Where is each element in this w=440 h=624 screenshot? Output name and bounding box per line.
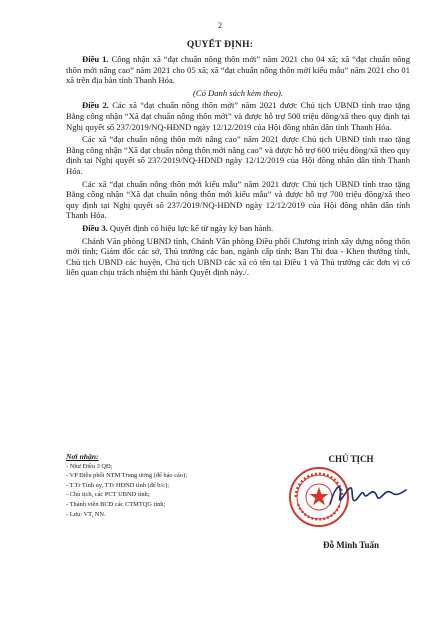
recipient-item: - Thành viên BCĐ các CTMTQG tỉnh; (66, 500, 166, 508)
recipients-block (66, 452, 276, 519)
article-1-text: Công nhận xã “đạt chuẩn nông thôn mới” năm 2021 cho 04 xã; xã “đạt chuẩn nông thôn mới nâng cao” năm 2021 cho 05 xã; xã “đạt chuẩn nông thôn mới kiểu mẫu” năm 2021 cho 01 xã trên địa bàn tỉnh Thanh Hóa. (66, 54, 411, 86)
recipient-item: - Như Điều 3 QĐ; (66, 462, 113, 470)
recipient-item: - VP Điều phối NTM Trung ương (để báo cáo); (66, 472, 187, 480)
article-3 (66, 223, 410, 234)
article-3-text: Quyết định có hiệu lực kể từ ngày ký ban hành. (107, 222, 274, 233)
handwritten-signature (328, 478, 408, 514)
recipient-item: - Chủ tịch, các PCT UBND tỉnh; (66, 491, 150, 499)
signer-name: Đỗ Minh Tuấn (322, 540, 380, 550)
article-3-label: Điều 3. (82, 222, 108, 233)
decision-heading: QUYẾT ĐỊNH: (186, 40, 254, 50)
document-body (66, 54, 410, 280)
article-2-text: Các xã “đạt chuẩn nông thôn mới” năm 2021 được Chủ tịch UBND tỉnh trao tặng Bằng công nhận “Xã đạt chuẩn nông thôn mới” và được hỗ trợ 500 triệu đồng/xã theo quy định tại Nghị quyết số 237/2019/NQ-HĐND ngày 12/12/2019 của Hội đồng nhân dân tỉnh Thanh Hóa. (66, 100, 410, 132)
recipient-item: - Lưu: VT, NN. (66, 510, 106, 518)
attachment-note: (Có Danh sách kèm theo). (193, 87, 283, 98)
article-2-advanced: Các xã “đạt chuẩn nông thôn mới nâng cao” năm 2021 được Chủ tịch UBND tỉnh trao tặng Bằng công nhận “Xã đạt chuẩn nông thôn mới nâng cao” và được hỗ trợ 600 triệu đồng/xã theo quy định tại Nghị quyết số 237/2019/NQ-HĐND ngày 12/12/2019 của Hội đồng nhân dân tỉnh Thanh Hóa. (66, 134, 410, 176)
article-2 (66, 100, 410, 132)
recipient-item: - T.Tr Tỉnh ủy, TTr HĐND tỉnh (để b/c); (66, 481, 170, 489)
article-2-label: Điều 2. (82, 100, 109, 111)
article-1-label: Điều 1. (82, 54, 109, 64)
signer-title: CHỦ TỊCH (328, 454, 374, 464)
page-number: 2 (217, 20, 223, 30)
recipients-heading: Nơi nhận: (66, 452, 99, 461)
article-1 (66, 54, 410, 86)
article-2-model: Các xã “đạt chuẩn nông thôn mới kiểu mẫu” năm 2021 được Chủ tịch UBND tỉnh trao tặng Bằng công nhận “Xã đạt chuẩn nông thôn mới kiểu mẫu” và được hỗ trợ 700 triệu đồng/xã theo quy định tại Nghị quyết số 237/2019/NQ-HĐND ngày 12/12/2019 của Hội đồng nhân dân tỉnh Thanh Hóa. (66, 178, 410, 221)
execution-clause: Chánh Văn phòng UBND tỉnh, Chánh Văn phòng Điều phối Chương trình xây dựng nông thôn mới tỉnh; Giám đốc các sở, Thủ trưởng các ban, ngành cấp tỉnh; Ban Thi đua - Khen thưởng tỉnh, Chủ tịch UBND các huyện, Chủ tịch UBND các xã có tên tại Điều 1 và Thủ trưởng các đơn vị có liên quan chịu trách nhiệm thi hành Quyết định này./. (66, 235, 410, 278)
